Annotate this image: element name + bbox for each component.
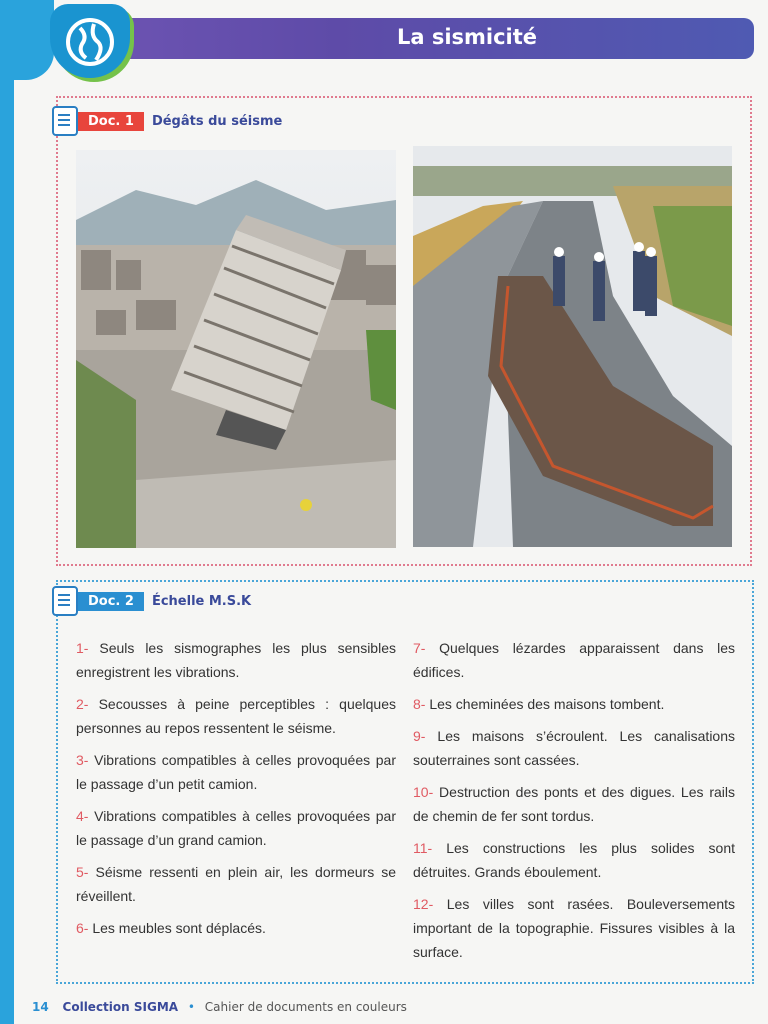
scale-item: 4- Vibrations compatibles à celles provoquées par le passage d’un grand camion. <box>76 808 397 848</box>
separator-dot: • <box>187 1000 195 1014</box>
doc2-header <box>52 586 251 616</box>
title-bar <box>60 18 754 59</box>
scale-left-column <box>76 636 396 948</box>
scale-right-column <box>413 636 735 972</box>
document-icon <box>52 586 78 616</box>
doc2-title: Échelle M.S.K <box>151 593 252 609</box>
left-margin-tab <box>14 0 54 80</box>
doc2-tag: Doc. 2 <box>72 592 144 611</box>
scale-item: 12- Les villes sont rasées. Bouleversements important de la topographie. Fissures visibles à la surface. <box>413 896 735 960</box>
doc1-tag: Doc. 1 <box>72 112 144 131</box>
scale-item: 11- Les constructions les plus solides sont détruites. Grands éboulement. <box>413 840 736 880</box>
collapsed-building-photo <box>76 150 396 548</box>
scale-item: 2- Secousses à peine perceptibles : quelques personnes au repos ressentent le séisme. <box>76 696 396 736</box>
scale-item: 3- Vibrations compatibles à celles provoquées par le passage d’un petit camion. <box>76 752 397 792</box>
scale-item: 9- Les maisons s’écroulent. Les canalisations souterraines sont cassées. <box>413 728 735 768</box>
scale-item: 10- Destruction des ponts et des digues. Les rails de chemin de fer sont tordus. <box>413 784 735 824</box>
doc1-header <box>52 106 282 136</box>
scale-item: 6- Les meubles sont déplacés. <box>76 920 266 936</box>
scale-item: 1- Seuls les sismographes les plus sensibles enregistrent les vibrations. <box>76 640 396 680</box>
left-margin-bar <box>0 0 14 1024</box>
cracked-road-photo <box>413 146 732 547</box>
footer-subtitle: Cahier de documents en couleurs <box>204 1000 407 1014</box>
page-title: La sismicité <box>396 25 538 49</box>
page-footer <box>32 1000 407 1014</box>
document-icon <box>52 106 78 136</box>
globe-logo-icon <box>50 4 130 78</box>
collection-name: Collection SIGMA <box>62 1000 179 1014</box>
scale-item: 7- Quelques lézardes apparaissent dans les édifices. <box>413 640 735 680</box>
page-number: 14 <box>32 1000 49 1014</box>
doc1-title: Dégâts du séisme <box>151 113 283 129</box>
scale-item: 5- Séisme ressenti en plein air, les dormeurs se réveillent. <box>76 864 396 904</box>
scale-item: 8- Les cheminées des maisons tombent. <box>413 696 665 712</box>
